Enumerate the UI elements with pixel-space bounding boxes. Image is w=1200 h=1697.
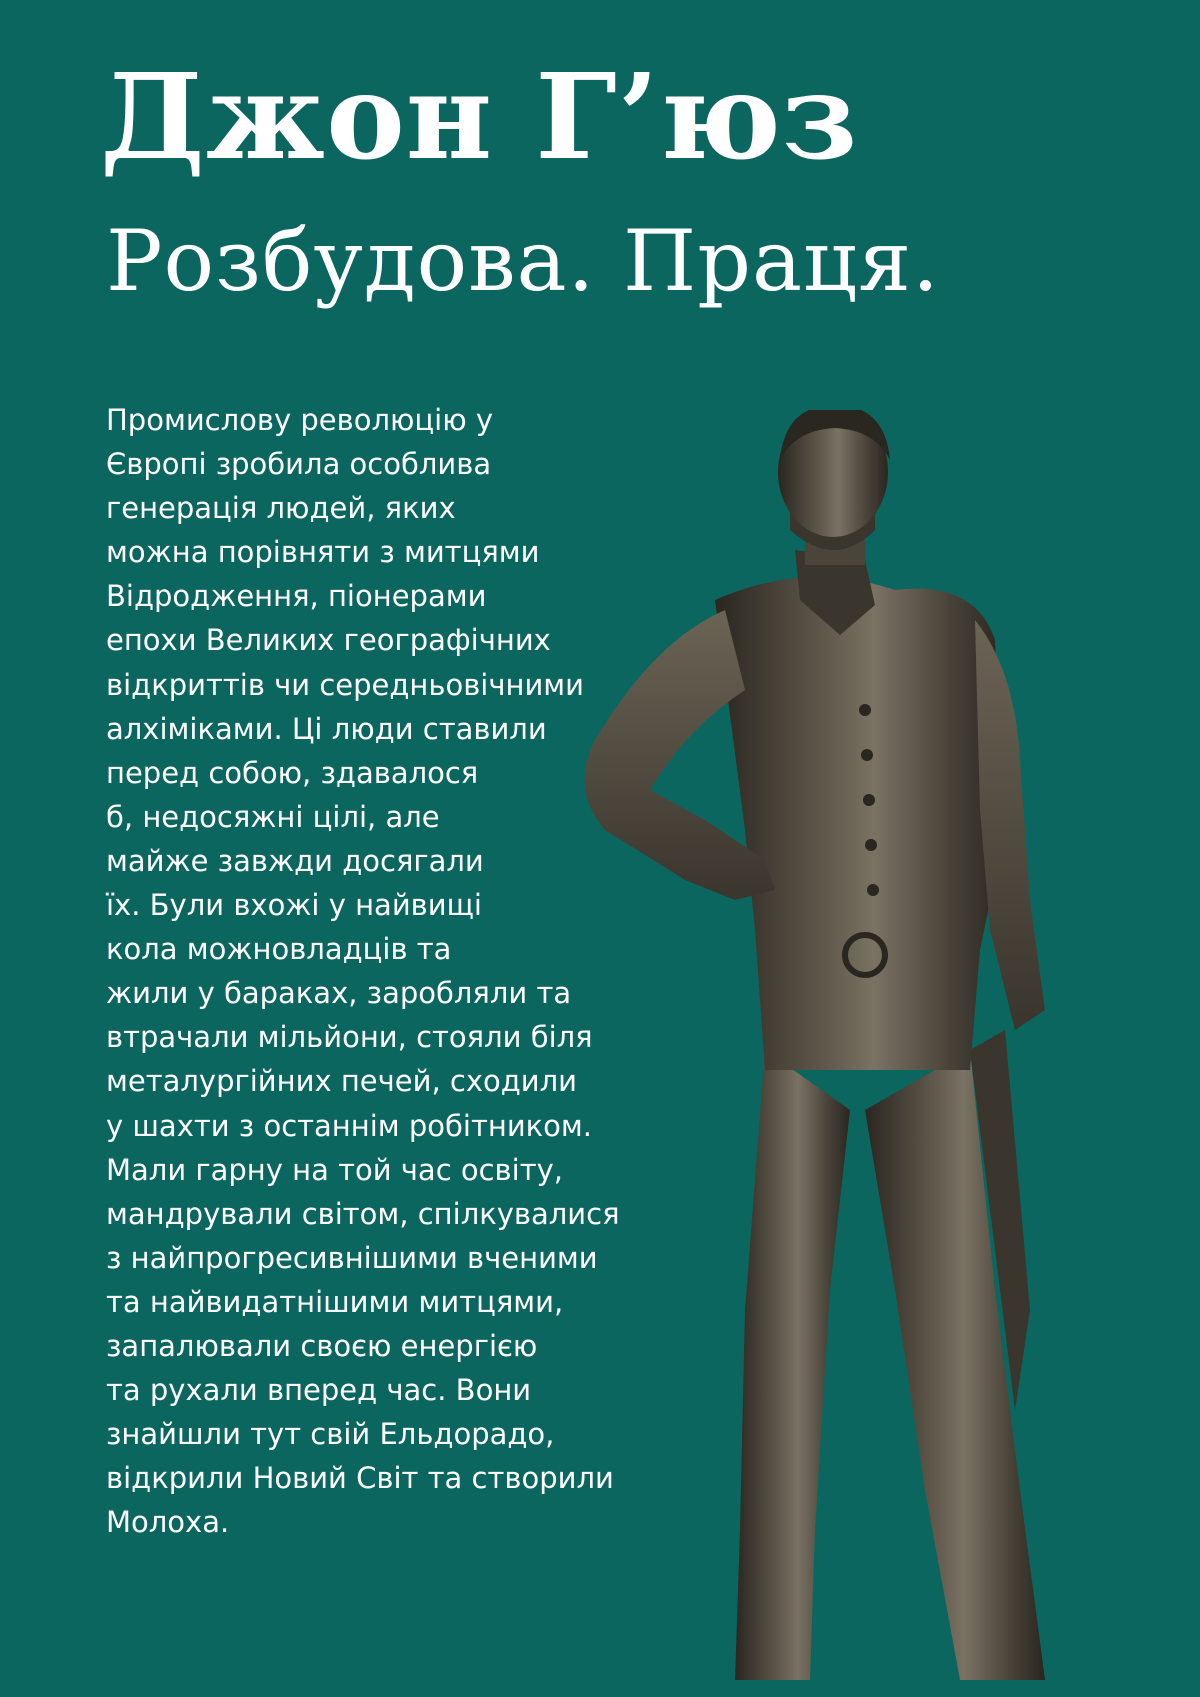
statue-right-arm	[975, 620, 1045, 1030]
body-line: епохи Великих географічних	[106, 623, 551, 658]
body-line: жили у бараках, заробляли та	[106, 976, 572, 1011]
body-line: відкрили Новий Світ та створили	[106, 1461, 614, 1496]
body-line: перед собою, здавалося	[106, 755, 479, 790]
body-line: та найвидатнішими митцями,	[106, 1284, 564, 1319]
body-line: Мали гарну на той час освіту,	[106, 1152, 563, 1187]
statue-torso	[715, 577, 1005, 1070]
body-line: відкриттів чи середньовічними	[106, 667, 585, 702]
body-line: втрачали мільйони, стояли біля	[106, 1020, 593, 1055]
body-line: металургійних печей, сходили	[106, 1064, 578, 1099]
statue-image	[575, 410, 1135, 1697]
body-line: знайшли тут свій Ельдорадо,	[106, 1417, 555, 1452]
body-line: генерація людей, яких	[106, 491, 456, 526]
body-line: запалювали своєю енергією	[106, 1328, 538, 1363]
body-line: кола можновладців та	[106, 932, 452, 967]
body-line: їх. Були вхожі у найвищі	[106, 888, 482, 923]
body-line: Промислову революцію у	[106, 403, 493, 437]
body-line: у шахти з останнім робітником.	[106, 1108, 593, 1143]
statue-left-leg	[735, 1050, 850, 1680]
body-line: б, недосяжні цілі, але	[106, 799, 440, 834]
page-subtitle: Розбудова. Праця.	[106, 212, 940, 310]
body-line: алхіміками. Ці люди ставили	[106, 711, 547, 746]
body-line: мандрували світом, спілкувалися	[106, 1196, 620, 1231]
body-line: Відродження, піонерами	[106, 579, 487, 614]
body-line: з найпрогресивнішими вченими	[106, 1240, 598, 1275]
body-line: майже завжди досягали	[106, 843, 484, 878]
body-line: можна порівняти з митцями	[106, 535, 540, 570]
body-line: та рухали вперед час. Вони	[106, 1373, 532, 1408]
body-line: Європі зробила особлива	[106, 447, 492, 482]
body-line: Молоха.	[106, 1505, 230, 1540]
page-title: Джон Г’юз	[100, 47, 859, 186]
